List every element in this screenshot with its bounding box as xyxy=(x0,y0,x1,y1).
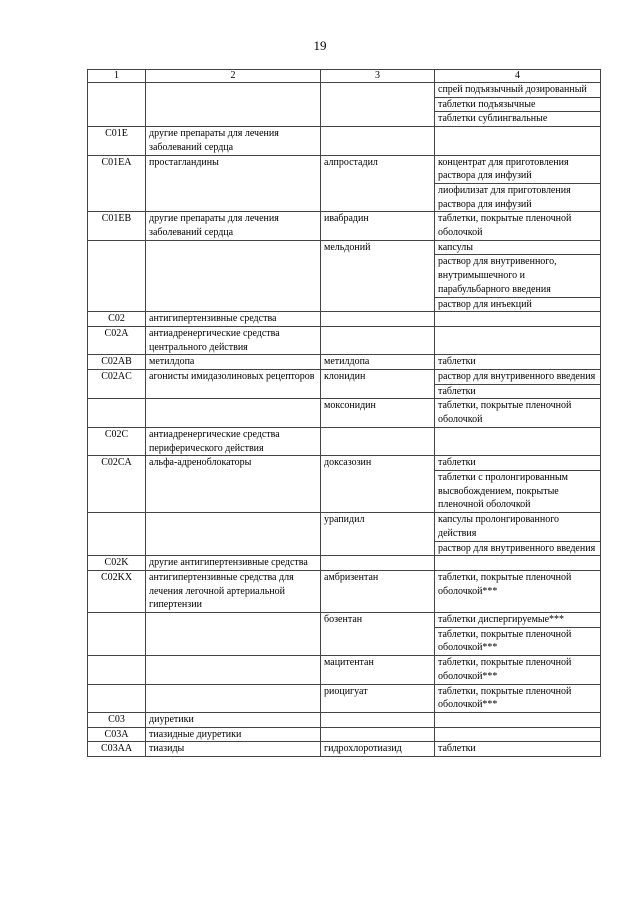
anatomical-group-cell xyxy=(146,613,321,656)
dosage-form: таблетки, покрытые пленочной оболочкой*** xyxy=(438,657,572,682)
dosage-forms-cell xyxy=(435,155,601,212)
table-row xyxy=(88,355,601,370)
atc-code-cell xyxy=(88,656,146,684)
atc-code-cell: C01EA xyxy=(88,155,146,212)
table-row xyxy=(88,684,601,712)
dosage-forms-cell xyxy=(435,326,601,354)
drug-name-cell: доксазозин xyxy=(321,456,435,513)
dosage-form: таблетки xyxy=(435,384,600,399)
atc-code-cell: C02A xyxy=(88,326,146,354)
anatomical-group-cell: антиадренергические средства центрального действия xyxy=(146,326,321,354)
dosage-form: раствор для внутривенного введения xyxy=(435,541,600,556)
anatomical-group-cell: другие препараты для лечения заболеваний сердца xyxy=(146,127,321,155)
atc-code-cell: C01E xyxy=(88,127,146,155)
table-row xyxy=(88,370,601,399)
anatomical-group-cell xyxy=(146,656,321,684)
dosage-forms-cell xyxy=(435,513,601,556)
table-row xyxy=(88,399,601,427)
atc-code-cell: C02 xyxy=(88,312,146,327)
dosage-forms-cell xyxy=(435,712,601,727)
drug-name-cell xyxy=(321,427,435,455)
header-col-3: 3 xyxy=(321,70,435,83)
atc-code-cell: C03A xyxy=(88,727,146,742)
table-row xyxy=(88,456,601,513)
atc-code-cell: C03AA xyxy=(88,742,146,757)
dosage-form: капсулы xyxy=(438,241,473,253)
dosage-form: таблетки xyxy=(438,743,476,755)
dosage-forms-cell xyxy=(435,613,601,656)
dosage-forms-cell xyxy=(435,427,601,455)
anatomical-group-cell xyxy=(146,83,321,127)
anatomical-group-cell xyxy=(146,240,321,312)
drug-name-cell: риоцигуат xyxy=(321,684,435,712)
table-row xyxy=(88,240,601,312)
dosage-form: таблетки, покрытые пленочной оболочкой xyxy=(438,213,572,239)
dosage-form: таблетки xyxy=(438,457,476,469)
atc-code-cell xyxy=(88,613,146,656)
dosage-form: таблетки, покрытые пленочной оболочкой*** xyxy=(435,627,600,655)
atc-code-cell: C01EB xyxy=(88,212,146,240)
atc-code-cell xyxy=(88,684,146,712)
drug-name-cell: гидрохлоротиазид xyxy=(321,742,435,757)
dosage-forms-cell xyxy=(435,727,601,742)
atc-code-cell: C02C xyxy=(88,427,146,455)
drug-name-cell xyxy=(321,712,435,727)
dosage-form: таблетки, покрытые пленочной оболочкой*** xyxy=(438,685,572,711)
drug-name-cell xyxy=(321,83,435,127)
drug-name-cell xyxy=(321,556,435,571)
table-row xyxy=(88,742,601,757)
dosage-forms-cell xyxy=(435,456,601,513)
dosage-form: лиофилизат для приготовления раствора для инфузий xyxy=(435,183,600,211)
dosage-forms-cell xyxy=(435,570,601,612)
drug-name-cell xyxy=(321,727,435,742)
anatomical-group-cell: антигипертензивные средства для лечения легочной артериальной гипертензии xyxy=(146,570,321,612)
drug-name-cell xyxy=(321,326,435,354)
dosage-form: раствор для внутривенного, внутримышечного и парабульбарного введения xyxy=(435,254,600,296)
atc-code-cell: C02KX xyxy=(88,570,146,612)
table-row xyxy=(88,427,601,455)
table-row xyxy=(88,212,601,240)
anatomical-group-cell: диуретики xyxy=(146,712,321,727)
drug-name-cell: амбризентан xyxy=(321,570,435,612)
drug-name-cell: урапидил xyxy=(321,513,435,556)
dosage-form: таблетки сублингвальные xyxy=(435,111,600,126)
dosage-form: раствор для инъекций xyxy=(435,297,600,312)
dosage-forms-cell xyxy=(435,312,601,327)
table-row xyxy=(88,127,601,155)
atc-code-cell xyxy=(88,240,146,312)
dosage-form: капсулы пролонгированного действия xyxy=(438,514,560,539)
anatomical-group-cell: антигипертензивные средства xyxy=(146,312,321,327)
dosage-forms-cell xyxy=(435,556,601,571)
anatomical-group-cell: другие препараты для лечения заболеваний сердца xyxy=(146,212,321,240)
drug-name-cell: ивабрадин xyxy=(321,212,435,240)
drug-name-cell: метилдопа xyxy=(321,355,435,370)
dosage-forms-cell xyxy=(435,212,601,240)
table-row xyxy=(88,712,601,727)
anatomical-group-cell: метилдопа xyxy=(146,355,321,370)
dosage-form: таблетки диспергируемые*** xyxy=(438,614,565,626)
atc-code-cell: C03 xyxy=(88,712,146,727)
dosage-form: таблетки, покрытые пленочной оболочкой*** xyxy=(438,571,572,597)
dosage-forms-cell xyxy=(435,399,601,427)
dosage-form: таблетки, покрытые пленочной оболочкой xyxy=(438,400,572,426)
atc-code-cell xyxy=(88,513,146,556)
atc-code-cell xyxy=(88,399,146,427)
drug-name-cell xyxy=(321,127,435,155)
dosage-forms-cell xyxy=(435,127,601,155)
table-row xyxy=(88,727,601,742)
table-row xyxy=(88,570,601,612)
dosage-form: спрей подъязычный дозированный xyxy=(438,84,587,95)
drug-name-cell xyxy=(321,312,435,327)
anatomical-group-cell: простагландины xyxy=(146,155,321,212)
dosage-forms-cell xyxy=(435,656,601,684)
header-col-4: 4 xyxy=(435,70,601,83)
dosage-forms-cell xyxy=(435,684,601,712)
dosage-forms-cell xyxy=(435,370,601,399)
table-row xyxy=(88,656,601,684)
atc-code-cell: C02AC xyxy=(88,370,146,399)
atc-code-cell xyxy=(88,83,146,127)
dosage-forms-cell xyxy=(435,742,601,757)
dosage-form: таблетки подъязычные xyxy=(435,97,600,112)
anatomical-group-cell: агонисты имидазолиновых рецепторов xyxy=(146,370,321,399)
atc-code-cell: C02AB xyxy=(88,355,146,370)
anatomical-group-cell: антиадренергические средства периферического действия xyxy=(146,427,321,455)
drug-name-cell: бозентан xyxy=(321,613,435,656)
dosage-form: концентрат для приготовления раствора для инфузий xyxy=(438,156,569,182)
drug-name-cell: клонидин xyxy=(321,370,435,399)
table-row xyxy=(88,326,601,354)
table-header-row xyxy=(88,70,601,83)
anatomical-group-cell xyxy=(146,684,321,712)
anatomical-group-cell xyxy=(146,513,321,556)
anatomical-group-cell: тиазиды xyxy=(146,742,321,757)
anatomical-group-cell xyxy=(146,399,321,427)
table-row xyxy=(88,556,601,571)
drug-table xyxy=(87,69,601,757)
page-number: 19 xyxy=(313,38,327,53)
atc-code-cell: C02CA xyxy=(88,456,146,513)
dosage-forms-cell xyxy=(435,355,601,370)
dosage-forms-cell xyxy=(435,83,601,127)
table-row xyxy=(88,83,601,127)
table-row xyxy=(88,513,601,556)
table-row xyxy=(88,155,601,212)
drug-name-cell: алпростадил xyxy=(321,155,435,212)
atc-code-cell: C02K xyxy=(88,556,146,571)
drug-name-cell: мельдоний xyxy=(321,240,435,312)
header-col-1: 1 xyxy=(88,70,146,83)
dosage-form: таблетки xyxy=(438,356,476,368)
dosage-form: таблетки с пролонгированным высвобождением, покрытые пленочной оболочкой xyxy=(435,470,600,512)
anatomical-group-cell: другие антигипертензивные средства xyxy=(146,556,321,571)
header-col-2: 2 xyxy=(146,70,321,83)
anatomical-group-cell: альфа-адреноблокаторы xyxy=(146,456,321,513)
drug-name-cell: мацитентан xyxy=(321,656,435,684)
table-row xyxy=(88,312,601,327)
dosage-form: раствор для внутривенного введения xyxy=(438,371,596,383)
table-row xyxy=(88,613,601,656)
anatomical-group-cell: тиазидные диуретики xyxy=(146,727,321,742)
dosage-forms-cell xyxy=(435,240,601,312)
drug-name-cell: моксонидин xyxy=(321,399,435,427)
